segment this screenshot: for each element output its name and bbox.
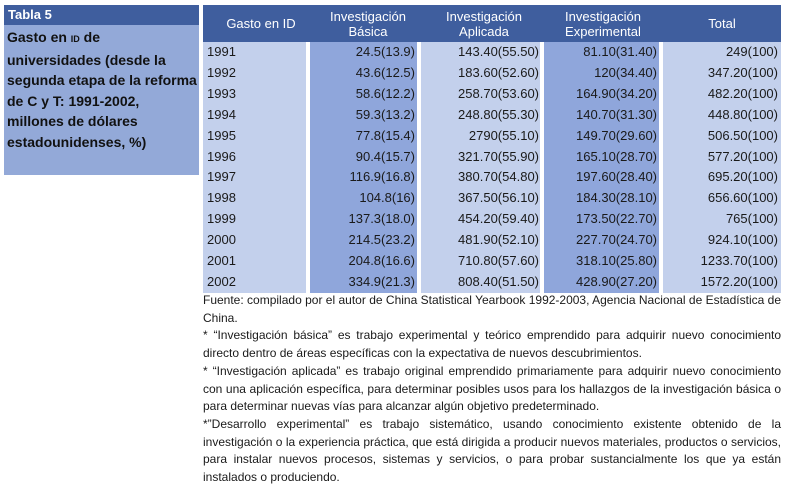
cell-experimental: 428.90(27.20) <box>576 273 657 289</box>
cell-basic: 59.3(13.2) <box>355 106 415 122</box>
cell-experimental: 120(34.40) <box>594 64 657 80</box>
table-header <box>203 5 781 42</box>
cell-total: 656.60(100) <box>707 190 778 206</box>
cell-total: 1572.20(100) <box>700 273 778 289</box>
cell-applied: 481.90(52.10) <box>458 232 539 248</box>
table-row <box>203 126 781 147</box>
cell-basic: 104.8(16) <box>359 190 415 206</box>
cell-applied: 710.80(57.60) <box>458 253 539 269</box>
cell-basic: 43.6(12.5) <box>355 64 415 80</box>
cell-year: 1992 <box>207 64 236 80</box>
cell-total: 249(100) <box>725 44 778 59</box>
source-note: Fuente: compilado por el autor de China Statistical Yearbook 1992-2003, Agencia Nacional de Estadística de China. <box>203 293 781 325</box>
header-year: Gasto en ID <box>226 16 296 31</box>
cell-year: 2002 <box>207 273 236 289</box>
cell-experimental: 184.30(28.10) <box>576 190 657 206</box>
cell-basic: 90.4(15.7) <box>355 148 415 164</box>
cell-year: 1994 <box>207 106 236 122</box>
cell-basic: 24.5(13.9) <box>355 44 415 59</box>
cell-total: 482.20(100) <box>707 85 778 101</box>
cell-experimental: 165.10(28.70) <box>576 148 657 164</box>
cell-year: 2000 <box>207 232 236 248</box>
cell-year: 1999 <box>207 211 236 227</box>
cell-applied: 258.70(53.60) <box>458 85 539 101</box>
header-experimental: Investigación Experimental <box>565 8 641 39</box>
cell-basic: 58.6(12.2) <box>355 85 415 101</box>
cell-basic: 77.8(15.4) <box>355 127 415 143</box>
cell-year: 1993 <box>207 85 236 101</box>
cell-basic: 137.3(18.0) <box>348 211 415 227</box>
table-number: Tabla 5 <box>4 5 199 25</box>
table-footnotes <box>203 292 781 487</box>
note-applied-research: * “Investigación aplicada” es trabajo original emprendido primariamente para adquirir nuevo conocimiento con una aplicación específica, para determinar posibles usos para los hallazgos de la investigación básica o para determinar nuevas vías para alcanzar algún objetivo predeterminado. <box>203 363 781 414</box>
table-row <box>203 230 781 251</box>
table-title-part1: Gasto en <box>7 29 71 45</box>
table-row <box>203 84 781 105</box>
header-basic: Investigación Básica <box>330 8 406 39</box>
table-row <box>203 105 781 126</box>
table-title-part3: de universidades (desde la segunda etapa de la reforma de C y T: 1991-2002, millones de dólares estadounidenses, %) <box>7 29 197 150</box>
cell-total: 347.20(100) <box>707 64 778 80</box>
cell-total: 448.80(100) <box>707 106 778 122</box>
cell-experimental: 173.50(22.70) <box>576 211 657 227</box>
table-row <box>203 209 781 230</box>
cell-total: 765(100) <box>725 211 778 227</box>
cell-year: 2001 <box>207 253 236 269</box>
cell-basic: 334.9(21.3) <box>348 273 415 289</box>
note-basic-research: * “Investigación básica” es trabajo experimental y teórico emprendido para adquirir nuevo conocimiento directo dentro de áreas específicas con la expectativa de nuevos descubrimientos. <box>203 328 781 361</box>
cell-experimental: 318.10(25.80) <box>576 253 657 269</box>
cell-total: 695.20(100) <box>707 169 778 185</box>
cell-year: 1995 <box>207 127 236 143</box>
table-row <box>203 42 781 63</box>
table-title-abbr: ID <box>70 34 80 44</box>
table-row <box>203 167 781 188</box>
cell-experimental: 140.70(31.30) <box>576 106 657 122</box>
table-row <box>203 272 781 293</box>
note-experimental-development: *”Desarrollo experimental” es trabajo sistemático, usando conocimiento existente obtenido de la investigación o la experiencia práctica, que está dirigida a producir nuevos materiales, productos o servicios, para instalar nuevos procesos, sistemas y servicios, o para probar sustancialmente los que ya están instalados o produciendo. <box>203 416 781 485</box>
cell-total: 577.20(100) <box>707 148 778 164</box>
cell-experimental: 227.70(24.70) <box>576 232 657 248</box>
cell-total: 924.10(100) <box>707 232 778 248</box>
cell-applied: 380.70(54.80) <box>458 169 539 185</box>
cell-year: 1991 <box>207 44 236 59</box>
cell-basic: 214.5(23.2) <box>348 232 415 248</box>
cell-applied: 2790(55.10) <box>468 127 539 143</box>
cell-applied: 321.70(55.90) <box>458 148 539 164</box>
table-body <box>203 42 781 293</box>
cell-applied: 367.50(56.10) <box>458 190 539 206</box>
cell-year: 1998 <box>207 190 236 206</box>
table-row <box>203 147 781 168</box>
cell-year: 1996 <box>207 148 236 164</box>
cell-applied: 143.40(55.50) <box>458 44 539 59</box>
cell-total: 506.50(100) <box>707 127 778 143</box>
cell-basic: 116.9(16.8) <box>349 169 415 185</box>
table-title <box>7 27 197 152</box>
cell-experimental: 164.90(34.20) <box>576 85 657 101</box>
header-applied: Investigación Aplicada <box>446 8 522 39</box>
cell-experimental: 197.60(28.40) <box>576 169 657 185</box>
table-caption-panel <box>4 5 199 175</box>
cell-applied: 808.40(51.50) <box>458 273 539 289</box>
table-row <box>203 63 781 84</box>
cell-experimental: 81.10(31.40) <box>583 44 657 59</box>
cell-experimental: 149.70(29.60) <box>576 127 657 143</box>
cell-total: 1233.70(100) <box>700 253 778 269</box>
cell-basic: 204.8(16.6) <box>348 253 415 269</box>
table-row <box>203 188 781 209</box>
header-total: Total <box>708 16 736 31</box>
cell-applied: 454.20(59.40) <box>458 211 539 227</box>
cell-year: 1997 <box>207 169 236 185</box>
table-row <box>203 251 781 272</box>
cell-applied: 183.60(52.60) <box>458 64 539 80</box>
cell-applied: 248.80(55.30) <box>458 106 539 122</box>
